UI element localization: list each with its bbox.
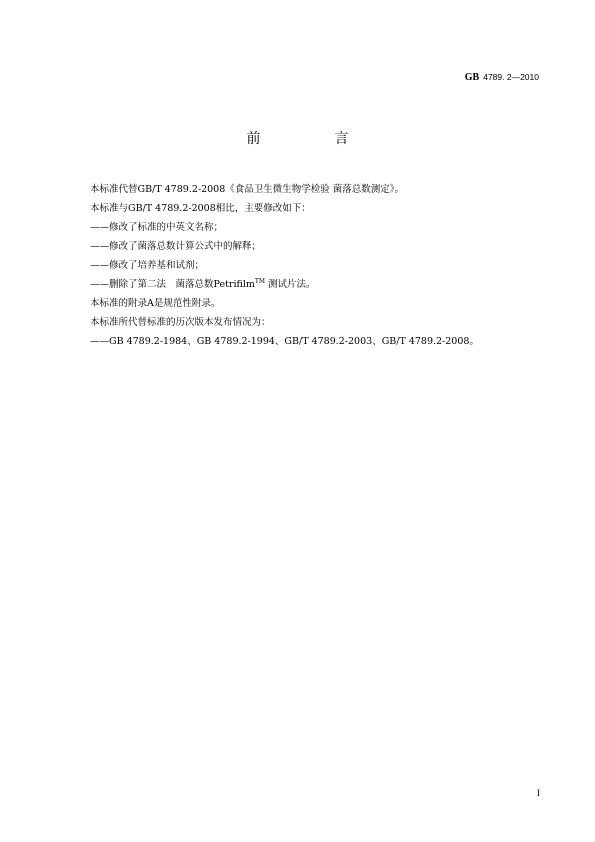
standard-code — [465, 72, 539, 84]
list-item-5: ——GB 4789.2-1984、GB 4789.2-1994、GB/T 4789.2-2003、GB/T 4789.2-2008。 — [90, 336, 479, 347]
standard-number: 4789. 2—2010 — [483, 72, 539, 82]
foreword-body — [90, 180, 550, 351]
page-title: 前 言 — [246, 131, 379, 147]
page-number: I — [537, 788, 540, 798]
standard-prefix: GB — [464, 72, 480, 83]
paragraph-line-4: 本标准所代替标准的历次版本发布情况为： — [90, 317, 271, 328]
list-item-3: ——修改了培养基和试剂； — [90, 260, 205, 271]
list-item-2: ——修改了菌落总数计算公式中的解释； — [90, 241, 262, 252]
list-item-4-text: ——删除了第二法 菌落总数Petrifilm — [90, 279, 255, 290]
list-item-4-suffix: 测试片法。 — [265, 279, 316, 290]
paragraph-line-1: 本标准代替GB/T 4789.2-2008《食品卫生微生物学检验 菌落总数测定》。 — [90, 184, 405, 195]
list-item-1: ——修改了标准的中英文名称； — [90, 222, 224, 233]
paragraph-line-2: 本标准与GB/T 4789.2-2008相比，主要修改如下： — [90, 203, 311, 214]
paragraph-line-3: 本标准的附录A是规范性附录。 — [90, 298, 221, 309]
trademark-superscript: TM — [254, 277, 266, 285]
list-item-4 — [90, 275, 550, 294]
